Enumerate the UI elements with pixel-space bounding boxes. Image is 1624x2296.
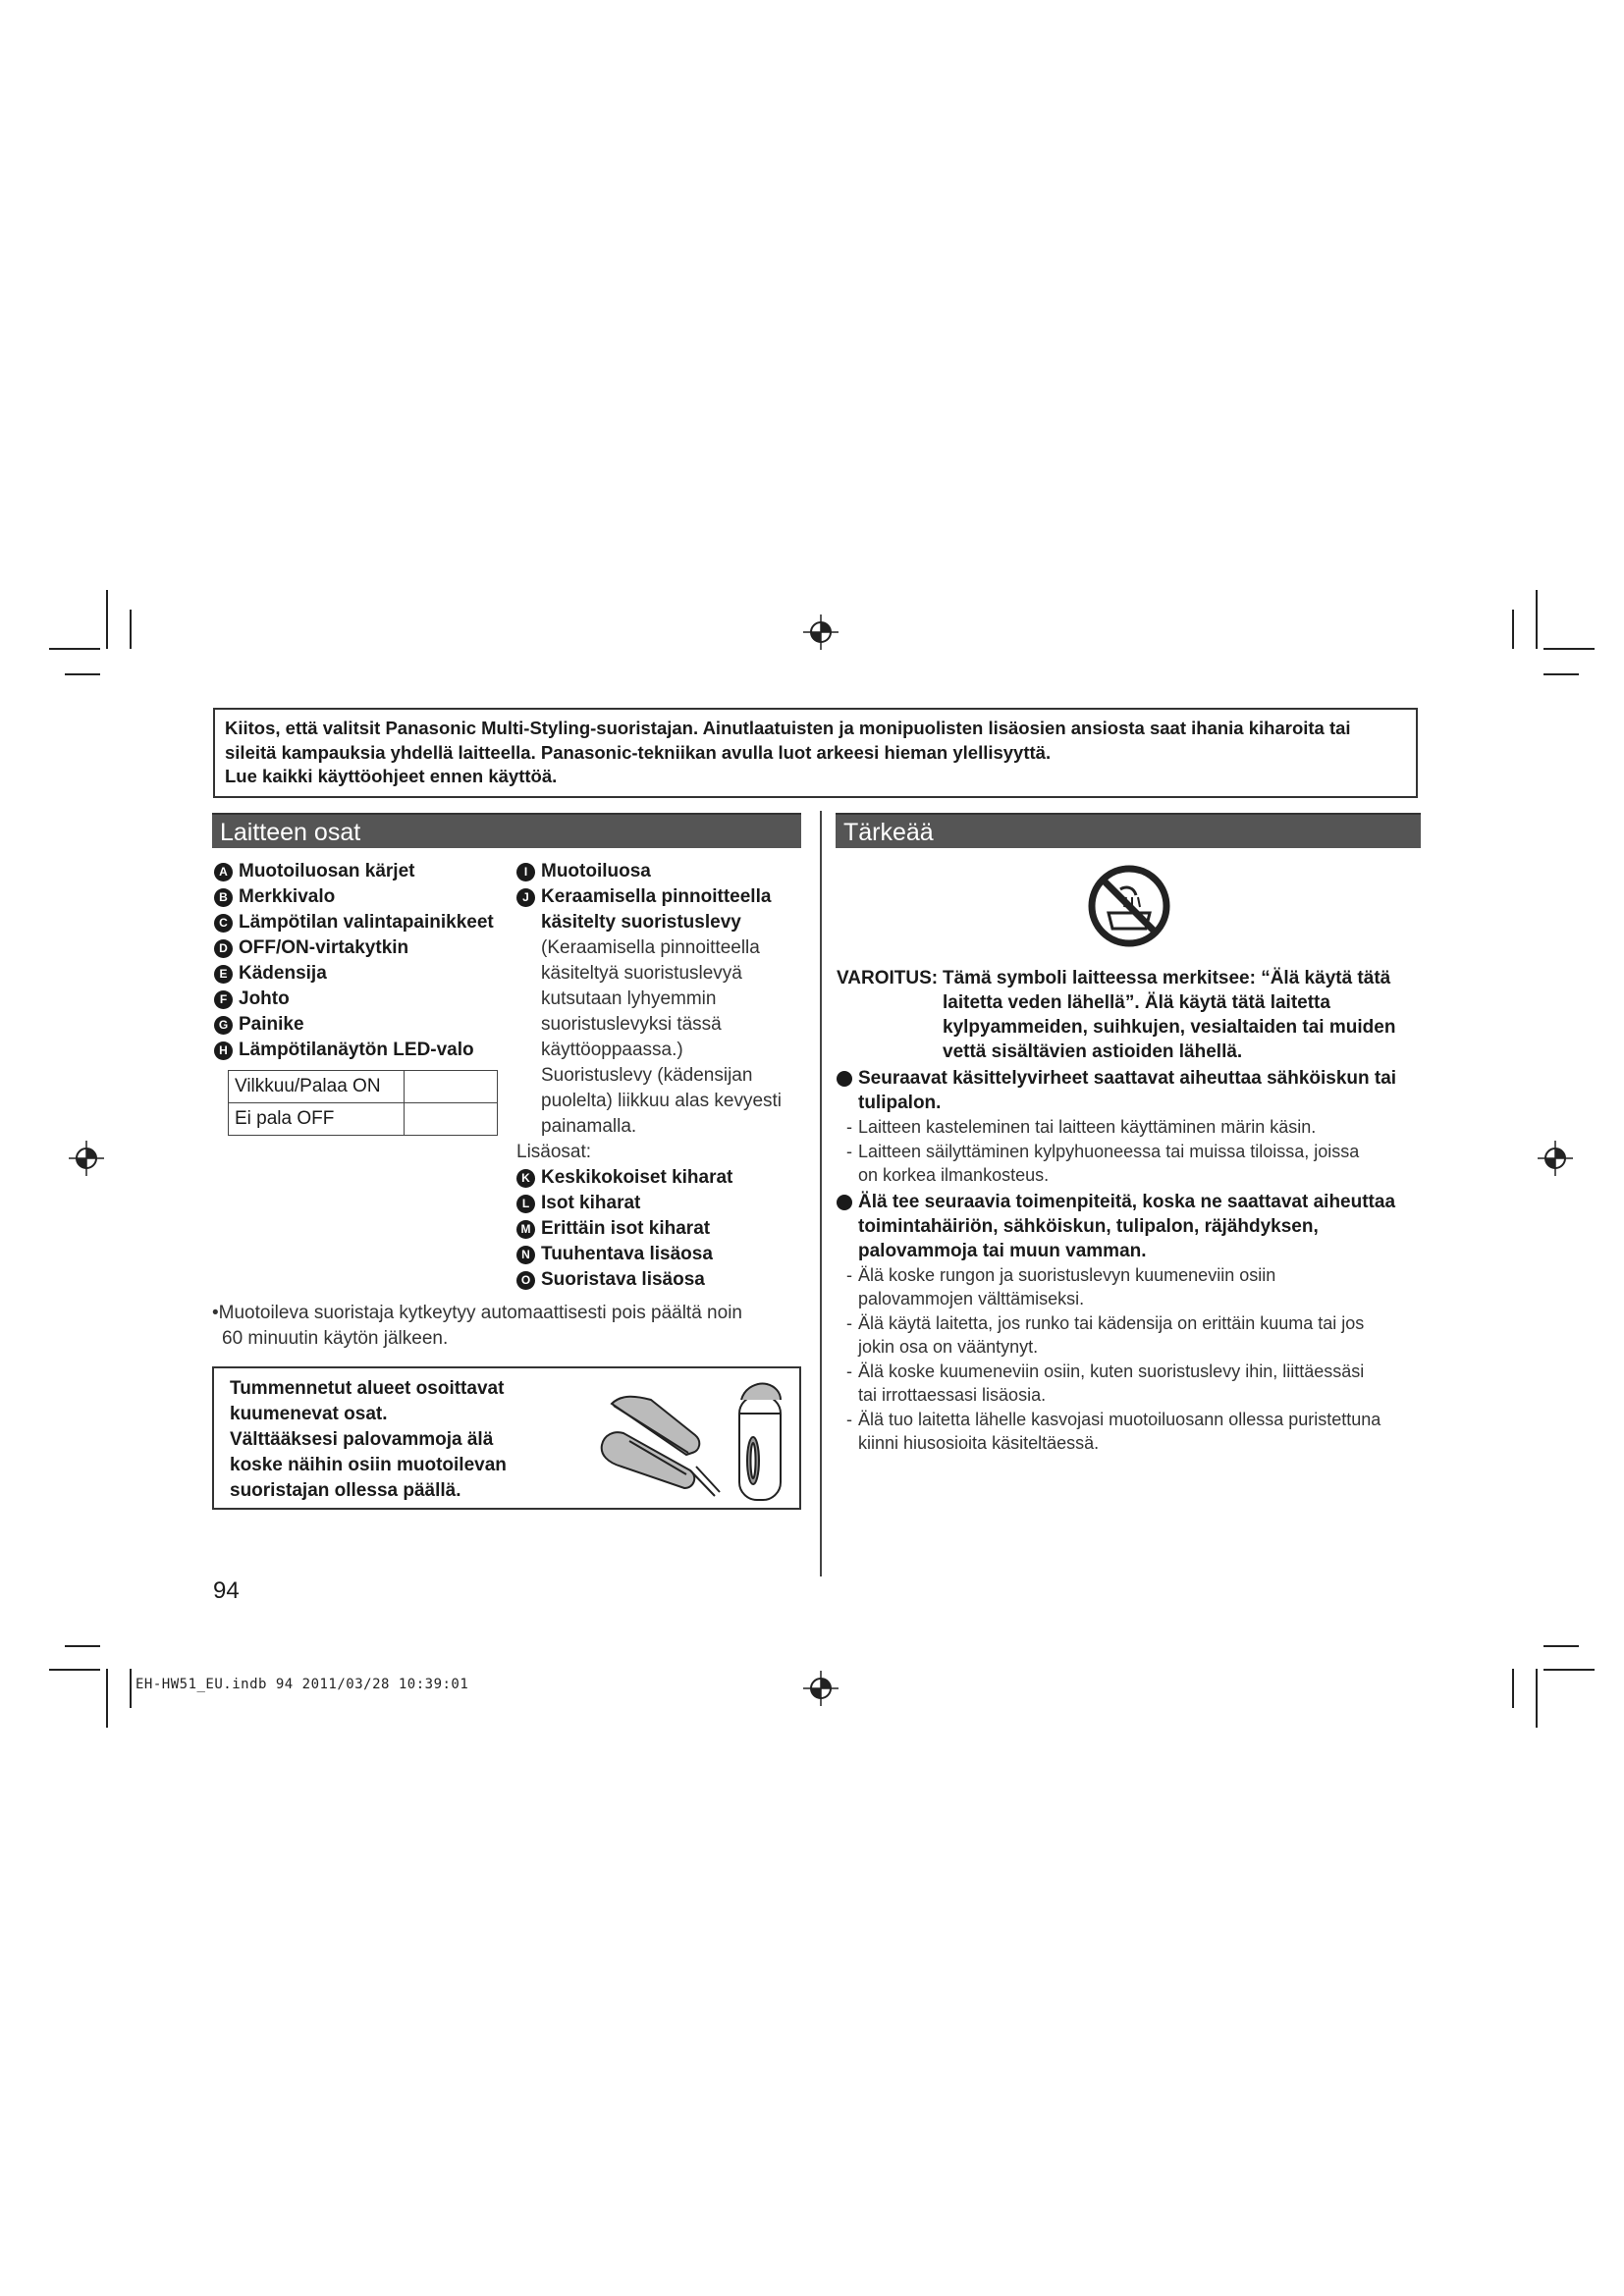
crop-mark <box>1543 673 1579 675</box>
hot-parts-line: Välttääksesi palovammoja älä <box>230 1429 494 1450</box>
part-item <box>214 1038 494 1063</box>
crop-mark <box>49 1669 100 1671</box>
crop-mark <box>49 648 100 650</box>
section-heading-parts-text: Laitteen osat <box>220 819 361 846</box>
registration-mark-icon <box>801 1669 840 1708</box>
print-footer: EH-HW51_EU.indb 94 2011/03/28 10:39:01 <box>135 1677 469 1692</box>
auto-off-note <box>212 1301 742 1352</box>
dash-item: - Älä koske kuumeneviin osiin, kuten suoristuslevy ihin, liittäessäsi tai irrottaessasi lisäosia. <box>837 1360 1421 1408</box>
registration-mark-icon <box>1536 1139 1575 1178</box>
warning-block <box>837 966 1421 990</box>
warning-line: Tämä symboli laitteessa merkitsee: “Älä käytä tätä <box>943 968 1391 988</box>
table-row <box>229 1103 498 1136</box>
crop-mark <box>1536 1669 1538 1728</box>
part-item <box>214 859 494 884</box>
part-item <box>214 987 494 1012</box>
auto-off-line: 60 minuutin käytön jälkeen. <box>222 1328 449 1349</box>
letter-badge-icon: L <box>516 1195 535 1213</box>
part-item <box>214 884 494 910</box>
part-note: kutsutaan lyhyemmin <box>541 988 717 1009</box>
led-state-value <box>405 1071 498 1103</box>
dash-line: on korkea ilmankosteus. <box>858 1165 1050 1185</box>
accessory-item <box>516 1216 782 1242</box>
intro-instruction: Lue kaikki käyttöohjeet ennen käyttöä. <box>225 766 558 786</box>
led-status-table <box>228 1070 498 1136</box>
crop-mark <box>130 1669 132 1708</box>
bullet-line: toimintahäiriön, sähköiskun, tulipalon, räjähdyksen, <box>858 1215 1319 1237</box>
dash-line: palovammojen välttämiseksi. <box>858 1289 1085 1308</box>
dash-line: Älä tuo laitetta lähelle kasvojasi muotoiluosann ollessa puristettuna <box>858 1409 1381 1429</box>
bullet-line: Seuraavat käsittelyvirheet saattavat aiheuttaa sähköiskun tai <box>858 1068 1397 1089</box>
crop-mark <box>1543 1645 1579 1647</box>
warning-line: kylpyammeiden, suihkujen, vesialtaiden tai muiden <box>943 1017 1396 1038</box>
no-water-symbol-icon <box>1087 864 1171 948</box>
letter-badge-icon: B <box>214 888 233 907</box>
warning-line: laitetta veden lähellä”. Älä käytä tätä laitetta <box>943 992 1330 1013</box>
parts-list-left <box>214 859 494 1063</box>
part-item <box>516 859 782 884</box>
hot-parts-line: Tummennetut alueet osoittavat <box>230 1378 505 1399</box>
accessory-item <box>516 1191 782 1216</box>
dash-item: - Älä koske rungon ja suoristuslevyn kuumeneviin osiin palovammojen välttämiseksi. <box>837 1263 1421 1311</box>
led-state-label: Ei pala OFF <box>229 1103 405 1136</box>
dash-item: - Laitteen säilyttäminen kylpyhuoneessa tai muissa tiloissa, joissa on korkea ilmankosteus. <box>837 1140 1421 1188</box>
part-label: Lämpötilanäytön LED-valo <box>239 1040 474 1060</box>
dash-line: kiinni hiusosioita käsiteltäessä. <box>858 1433 1100 1453</box>
hot-parts-line: koske näihin osiin muotoilevan <box>230 1455 507 1475</box>
bullet-line: palovammoja tai muun vamman. <box>858 1240 1147 1261</box>
warning-label: VAROITUS: <box>837 968 939 988</box>
bullet-line: Älä tee seuraavia toimenpiteitä, koska ne saattavat aiheuttaa <box>858 1191 1396 1212</box>
part-label: Muotoiluosa <box>541 861 651 881</box>
letter-badge-icon: O <box>516 1271 535 1290</box>
dash-line: Älä koske rungon ja suoristuslevyn kuumeneviin osiin <box>858 1264 1276 1285</box>
part-item <box>214 961 494 987</box>
letter-badge-icon: A <box>214 863 233 881</box>
part-label: Muotoiluosan kärjet <box>239 861 415 881</box>
column-divider <box>820 811 822 1576</box>
intro-text: Kiitos, että valitsit Panasonic Multi-Styling-suoristajan. Ainutlaatuisten ja monipuolisten lisäosien ansiosta saat ihania kiharoita tai sileitä kampauksia yhdellä laitteella. Panasonic-tekniikan avulla luot arkeesi hieman ylellisyyttä. <box>225 718 1351 763</box>
crop-mark <box>1536 590 1538 649</box>
dash-line: jokin osa on vääntynyt. <box>858 1337 1039 1357</box>
bullet-line: tulipalon. <box>858 1093 942 1113</box>
part-item <box>214 910 494 935</box>
letter-badge-icon: D <box>214 939 233 958</box>
warning-line: vettä sisältävien astioiden lähellä. <box>943 1041 1243 1062</box>
intro-box <box>213 708 1418 798</box>
led-state-label: Vilkkuu/Palaa ON <box>229 1071 405 1103</box>
parts-list-right <box>516 859 782 1293</box>
letter-badge-icon: C <box>214 914 233 933</box>
crop-mark <box>1543 648 1595 650</box>
dash-line: Älä käytä laitetta, jos runko tai kädensija on erittäin kuuma tai jos <box>858 1312 1365 1333</box>
bullet-item <box>837 1190 1421 1263</box>
dash-item: - Älä käytä laitetta, jos runko tai kädensija on erittäin kuuma tai jos jokin osa on vääntynyt. <box>837 1311 1421 1360</box>
hot-parts-warning-box <box>212 1366 801 1510</box>
bullet-dot-icon <box>837 1195 852 1210</box>
letter-badge-icon: G <box>214 1016 233 1035</box>
part-note: puolelta) liikkuu alas kevyesti <box>541 1091 783 1111</box>
registration-mark-icon <box>67 1139 106 1178</box>
hot-parts-line: suoristajan ollessa päällä. <box>230 1480 461 1501</box>
accessory-item <box>516 1242 782 1267</box>
crop-mark <box>106 1669 108 1728</box>
letter-badge-icon: M <box>516 1220 535 1239</box>
letter-badge-icon: N <box>516 1246 535 1264</box>
part-label: Suoristava lisäosa <box>541 1269 705 1290</box>
part-note: käyttöoppaassa.) <box>541 1040 683 1060</box>
letter-badge-icon: I <box>516 863 535 881</box>
bullet-item <box>837 1066 1421 1115</box>
part-label: Merkkivalo <box>239 886 336 907</box>
part-label: Erittäin isot kiharat <box>541 1218 711 1239</box>
crop-mark <box>130 610 132 649</box>
dash-line: tai irrottaessasi lisäosia. <box>858 1385 1047 1405</box>
part-label: käsitelty suoristuslevy <box>541 912 741 933</box>
part-note: Suoristuslevy (kädensijan <box>541 1065 753 1086</box>
part-item <box>214 935 494 961</box>
styler-illustration-icon <box>592 1376 788 1504</box>
crop-mark <box>1512 610 1514 649</box>
registration-mark-icon <box>801 613 840 652</box>
part-label: Keskikokoiset kiharat <box>541 1167 733 1188</box>
letter-badge-icon: F <box>214 990 233 1009</box>
warning-section <box>837 966 1421 1456</box>
part-label: Lämpötilan valintapainikkeet <box>239 912 494 933</box>
part-label: Johto <box>239 988 290 1009</box>
dash-line: Laitteen säilyttäminen kylpyhuoneessa tai muissa tiloissa, joissa <box>858 1141 1360 1161</box>
dash-item: - Älä tuo laitetta lähelle kasvojasi muotoiluosann ollessa puristettuna kiinni hiusosioita käsiteltäessä. <box>837 1408 1421 1456</box>
accessories-label: Lisäosat: <box>516 1142 592 1162</box>
table-row <box>229 1071 498 1103</box>
section-heading-important <box>836 813 1421 848</box>
crop-mark <box>106 590 108 649</box>
part-label: Painike <box>239 1014 304 1035</box>
hot-parts-text <box>230 1376 507 1504</box>
section-heading-parts <box>212 813 801 848</box>
letter-badge-icon: H <box>214 1041 233 1060</box>
dash-item: - Laitteen kasteleminen tai laitteen käyttäminen märin käsin. <box>837 1115 1421 1140</box>
letter-badge-icon: J <box>516 888 535 907</box>
letter-badge-icon: E <box>214 965 233 984</box>
dash-line: Laitteen kasteleminen tai laitteen käyttäminen märin käsin. <box>858 1117 1317 1137</box>
page-number: 94 <box>213 1577 240 1604</box>
crop-mark <box>65 673 100 675</box>
part-label: OFF/ON-virtakytkin <box>239 937 409 958</box>
accessory-item <box>516 1267 782 1293</box>
crop-mark <box>65 1645 100 1647</box>
part-item <box>214 1012 494 1038</box>
crop-mark <box>1512 1669 1514 1708</box>
part-item <box>516 884 782 910</box>
part-note: käsiteltyä suoristuslevyä <box>541 963 742 984</box>
letter-badge-icon: K <box>516 1169 535 1188</box>
part-note: (Keraamisella pinnoitteella <box>541 937 760 958</box>
led-state-value <box>405 1103 498 1136</box>
part-note: suoristuslevyksi tässä <box>541 1014 722 1035</box>
auto-off-line: •Muotoileva suoristaja kytkeytyy automaattisesti pois päältä noin <box>212 1303 742 1323</box>
part-label: Tuuhentava lisäosa <box>541 1244 713 1264</box>
section-heading-important-text: Tärkeää <box>843 819 934 846</box>
dash-line: Älä koske kuumeneviin osiin, kuten suoristuslevy ihin, liittäessäsi <box>858 1361 1365 1381</box>
bullet-dot-icon <box>837 1071 852 1087</box>
hot-parts-line: kuumenevat osat. <box>230 1404 388 1424</box>
part-label: Keraamisella pinnoitteella <box>541 886 772 907</box>
part-label: Kädensija <box>239 963 327 984</box>
part-note: painamalla. <box>541 1116 637 1137</box>
part-label: Isot kiharat <box>541 1193 641 1213</box>
crop-mark <box>1543 1669 1595 1671</box>
accessory-item <box>516 1165 782 1191</box>
